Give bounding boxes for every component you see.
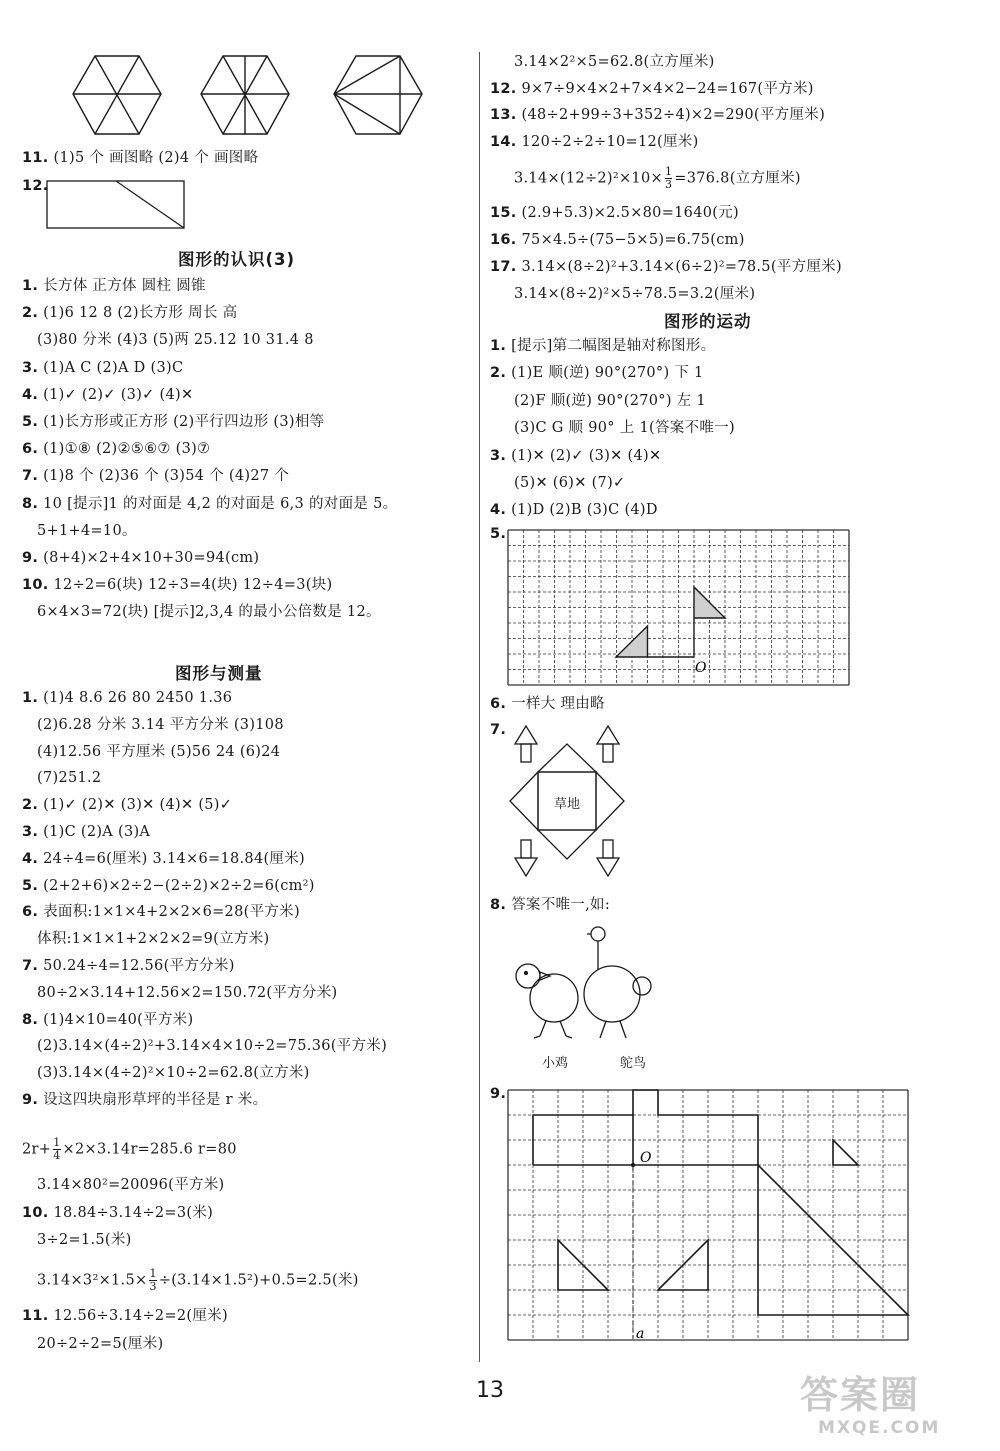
answer-text: 5+1+4=10。: [37, 522, 137, 539]
origin-label: O: [695, 660, 707, 676]
answer-line: [490, 500, 658, 520]
answer-line: [37, 521, 137, 541]
right-column: [482, 0, 1000, 1451]
answer-line: [22, 412, 324, 432]
answer-text: (1)D (2)B (3)C (4)D: [511, 502, 658, 519]
answer-line: [22, 548, 259, 568]
answer-line: [22, 902, 300, 922]
answer-line: [37, 742, 280, 762]
answer-text: 50.24÷4=12.56(平方分米): [43, 958, 235, 974]
answer-10-line3: 3.14×3²×1.5× $\frac{1}{3}$ ÷(3.14×1.5²)+0.5=2.5(米): [37, 1267, 359, 1293]
answer-10-line2: 3÷2=1.5(米): [37, 1232, 132, 1248]
answer-line: [490, 105, 825, 125]
answer-line: [490, 230, 745, 250]
answer-line: [22, 439, 210, 459]
answer-line: [514, 418, 735, 438]
answer-text: (3)3.14×(4÷2)²×10÷2=62.8(立方米): [37, 1065, 310, 1082]
answer-line: [22, 276, 206, 296]
answer-text: 体积:1×1×1+2×2×2=9(立方米): [37, 931, 270, 948]
answer-text: (1)A C (2)A D (3)C: [43, 359, 184, 376]
answer-line: [22, 575, 332, 595]
answer-text: (1)C (2)A (3)A: [43, 824, 151, 840]
answer-number: 9.: [22, 1092, 39, 1108]
answer-number: 7.: [22, 468, 39, 485]
answer-number: 6.: [22, 441, 39, 458]
answer-14-line2: 3.14×(12÷2)²×10× $\frac{1}{3}$ =376.8(立方厘米): [514, 165, 801, 191]
answer-number: 8.: [22, 495, 39, 512]
answer-number: 7.: [22, 958, 39, 974]
answer-line: [490, 446, 661, 466]
answer-number: 13.: [490, 107, 517, 123]
answer-11b-line2: 20÷2÷2=5(厘米): [37, 1336, 164, 1352]
answer-text: 3.14×(8÷2)²×5÷78.5=3.2(厘米): [514, 286, 756, 302]
answer-number: 4.: [22, 386, 39, 403]
answer-text: 设这四块扇形草坪的半径是 r 米。: [43, 1092, 268, 1108]
lawn-label: 草地: [554, 797, 581, 812]
answer-line: [22, 688, 232, 708]
answer-number: 1.: [22, 690, 39, 706]
answer-line: [514, 52, 715, 72]
fraction: $\frac{1}{3}$: [664, 165, 673, 191]
answer-number: 15.: [490, 205, 517, 221]
answer-text: (5)✕ (6)✕ (7)✓: [514, 475, 626, 491]
answer-number: 8.: [22, 1011, 39, 1028]
chick-label: 小鸡: [542, 1056, 569, 1071]
answer-text: 3.14×2²×5=62.8(立方厘米): [514, 54, 715, 70]
answer-line: [22, 358, 183, 378]
answer-text: 12÷2=6(块) 12÷3=4(块) 12÷4=3(块): [53, 577, 333, 594]
answer-text: 3.14×(8÷2)²+3.14×(6÷2)²=78.5(平方厘米): [521, 259, 842, 275]
answer-line: [514, 391, 706, 411]
answer-text: 表面积:1×1×4+2×2×6=28(平方米): [43, 904, 300, 921]
answer-number: 9.: [22, 550, 39, 566]
answer-number: 1.: [490, 338, 507, 354]
hexagon-figures: [60, 52, 440, 142]
answer-text: [提示]第二幅图是轴对称图形。: [511, 338, 716, 354]
answer-8: 8. 答案不唯一,如:: [490, 897, 611, 913]
answer-line: [37, 330, 314, 350]
answer-text: (1)✓ (2)✓ (3)✓ (4)✕: [43, 386, 194, 403]
answer-line: [22, 1090, 267, 1110]
answer-line: [22, 822, 150, 842]
answer-text: (1)✕ (2)✓ (3)✕ (4)✕: [511, 447, 662, 464]
answer-number: 16.: [490, 232, 517, 248]
section-title-motion: 图形的运动: [664, 312, 752, 331]
answer-line: [37, 602, 381, 622]
bird-figures: [502, 920, 702, 1050]
answer-line: [490, 336, 715, 356]
rectangle-figure: [46, 180, 186, 230]
answer-text: (3)80 分米 (4)3 (5)两 25.12 10 31.4 8: [37, 332, 314, 349]
grid-figure-5: [508, 530, 860, 688]
answer-line: [490, 363, 704, 383]
origin-label: O: [640, 1150, 652, 1166]
answer-line: [37, 983, 338, 1003]
answer-number: 4.: [490, 502, 507, 519]
answer-number: 3.: [490, 447, 507, 464]
answer-text: (1)长方形或正方形 (2)平行四边形 (3)相等: [43, 414, 325, 430]
answer-number: 2.: [22, 305, 39, 322]
answer-9-area: 3.14×80²=20096(平方米): [37, 1177, 225, 1193]
answer-line: [22, 303, 237, 323]
fraction: $\frac{1}{3}$: [149, 1267, 157, 1293]
answer-line: [490, 132, 699, 152]
answer-text: 120÷2÷2÷10=12(厘米): [521, 133, 699, 150]
answer-number: 14.: [490, 133, 517, 150]
answer-9-equation: 2r+ $\frac{1}{4}$ ×2×3.14r=285.6 r=80: [22, 1136, 237, 1162]
answer-11b: 11. 12.56÷3.14÷2=2(厘米): [22, 1308, 228, 1324]
answer-line: [22, 494, 397, 514]
answer-line: [37, 1063, 310, 1083]
answer-number: 4.: [22, 850, 39, 867]
grid-figure-9: [508, 1090, 910, 1355]
answer-number: 12.: [490, 80, 517, 97]
answer-line: [514, 284, 755, 304]
answer-line: [22, 385, 193, 405]
answer-12-label: 12.: [22, 178, 49, 194]
fraction: $\frac{1}{4}$: [53, 1136, 61, 1162]
ostrich-label: 鸵鸟: [620, 1056, 647, 1071]
answer-7-label: 7.: [490, 722, 507, 738]
answer-text: (1)8 个 (2)36 个 (3)54 个 (4)27 个: [43, 468, 290, 485]
answer-line: [22, 956, 235, 976]
answer-text: (1)4 8.6 26 80 2450 1.36: [43, 690, 233, 706]
answer-text: (1)E 顺(逆) 90°(270°) 下 1: [511, 365, 704, 382]
answer-text: (1)6 12 8 (2)长方形 周长 高: [43, 305, 238, 322]
answer-text: (2)6.28 分米 3.14 平方分米 (3)108: [37, 716, 284, 733]
answer-text: (1)4×10=40(平方米): [43, 1011, 194, 1028]
watermark-logo: 答案圈 MXQE.COM: [800, 1373, 941, 1438]
answer-text: 24÷4=6(厘米) 3.14×6=18.84(厘米): [43, 850, 305, 867]
answer-text: (2+2+6)×2÷2−(2÷2)×2÷2=6(cm²): [43, 877, 315, 894]
answer-10: 10. 18.84÷3.14÷2=3(米): [22, 1205, 214, 1221]
answer-number: 2.: [22, 797, 39, 814]
answer-line: [490, 257, 842, 277]
answer-line: [22, 1010, 193, 1030]
answer-6: 6. 一样大 理由略: [490, 696, 605, 712]
answer-number: 1.: [22, 278, 39, 294]
answer-line: [22, 466, 289, 486]
answer-text: (48÷2+99÷3+352÷4)×2=290(平方厘米): [521, 107, 826, 123]
page-number: 13: [476, 1378, 504, 1403]
section-title-measure: 图形与测量: [175, 664, 263, 683]
answer-text: 75×4.5÷(75−5×5)=6.75(cm): [521, 232, 745, 248]
answer-line: [37, 929, 269, 949]
answer-line: [22, 876, 315, 896]
answer-line: [22, 849, 305, 869]
answer-text: (4)12.56 平方厘米 (5)56 24 (6)24: [37, 743, 281, 760]
answer-number: 5.: [22, 414, 39, 430]
answer-text: 9×7÷9×4×2+7×4×2−24=167(平方米): [521, 80, 814, 97]
answer-text: (1)✓ (2)✕ (3)✕ (4)✕ (5)✓: [43, 797, 233, 814]
answer-text: (8+4)×2+4×10+30=94(cm): [43, 550, 260, 566]
answer-line: [22, 795, 232, 815]
left-column: [0, 0, 478, 1451]
answer-line: [514, 473, 625, 493]
answer-5-label: 5.: [490, 526, 507, 542]
answer-text: (2)3.14×(4÷2)²+3.14×4×10÷2=75.36(平方米): [37, 1038, 388, 1055]
axis-a-label: a: [636, 1326, 645, 1342]
column-divider: [479, 52, 480, 1362]
answer-text: 6×4×3=72(块) [提示]2,3,4 的最小公倍数是 12。: [37, 604, 381, 621]
answer-number: 10.: [22, 577, 49, 594]
section-title-shapes-3: 图形的认识(3): [178, 250, 296, 269]
answer-text: (2)F 顺(逆) 90°(270°) 左 1: [514, 392, 706, 409]
answer-text: (1)①⑧ (2)②⑤⑥⑦ (3)⑦: [43, 441, 211, 458]
answer-text: 长方体 正方体 圆柱 圆锥: [43, 278, 206, 294]
answer-line: [37, 1036, 387, 1056]
answer-number: 6.: [22, 904, 39, 921]
answer-number: 17.: [490, 259, 517, 275]
answer-line: [37, 768, 101, 788]
answer-text: (3)C G 顺 90° 上 1(答案不唯一): [514, 420, 735, 437]
answer-11: 11. (1)5 个 画图略 (2)4 个 画图略: [22, 150, 259, 166]
answer-number: 3.: [22, 824, 39, 840]
answer-line: [490, 79, 814, 99]
answer-line: [490, 203, 739, 223]
answer-text: (7)251.2: [37, 770, 102, 787]
answer-number: 3.: [22, 359, 39, 376]
answer-number: 5.: [22, 877, 39, 894]
answer-number: 2.: [490, 365, 507, 382]
answer-text: 80÷2×3.14+12.56×2=150.72(平方分米): [37, 984, 338, 1001]
answer-text: 10 [提示]1 的对面是 4,2 的对面是 6,3 的对面是 5。: [43, 495, 398, 512]
answer-9-label: 9.: [490, 1086, 507, 1102]
answer-text: (2.9+5.3)×2.5×80=1640(元): [521, 205, 739, 221]
answer-line: [37, 715, 284, 735]
